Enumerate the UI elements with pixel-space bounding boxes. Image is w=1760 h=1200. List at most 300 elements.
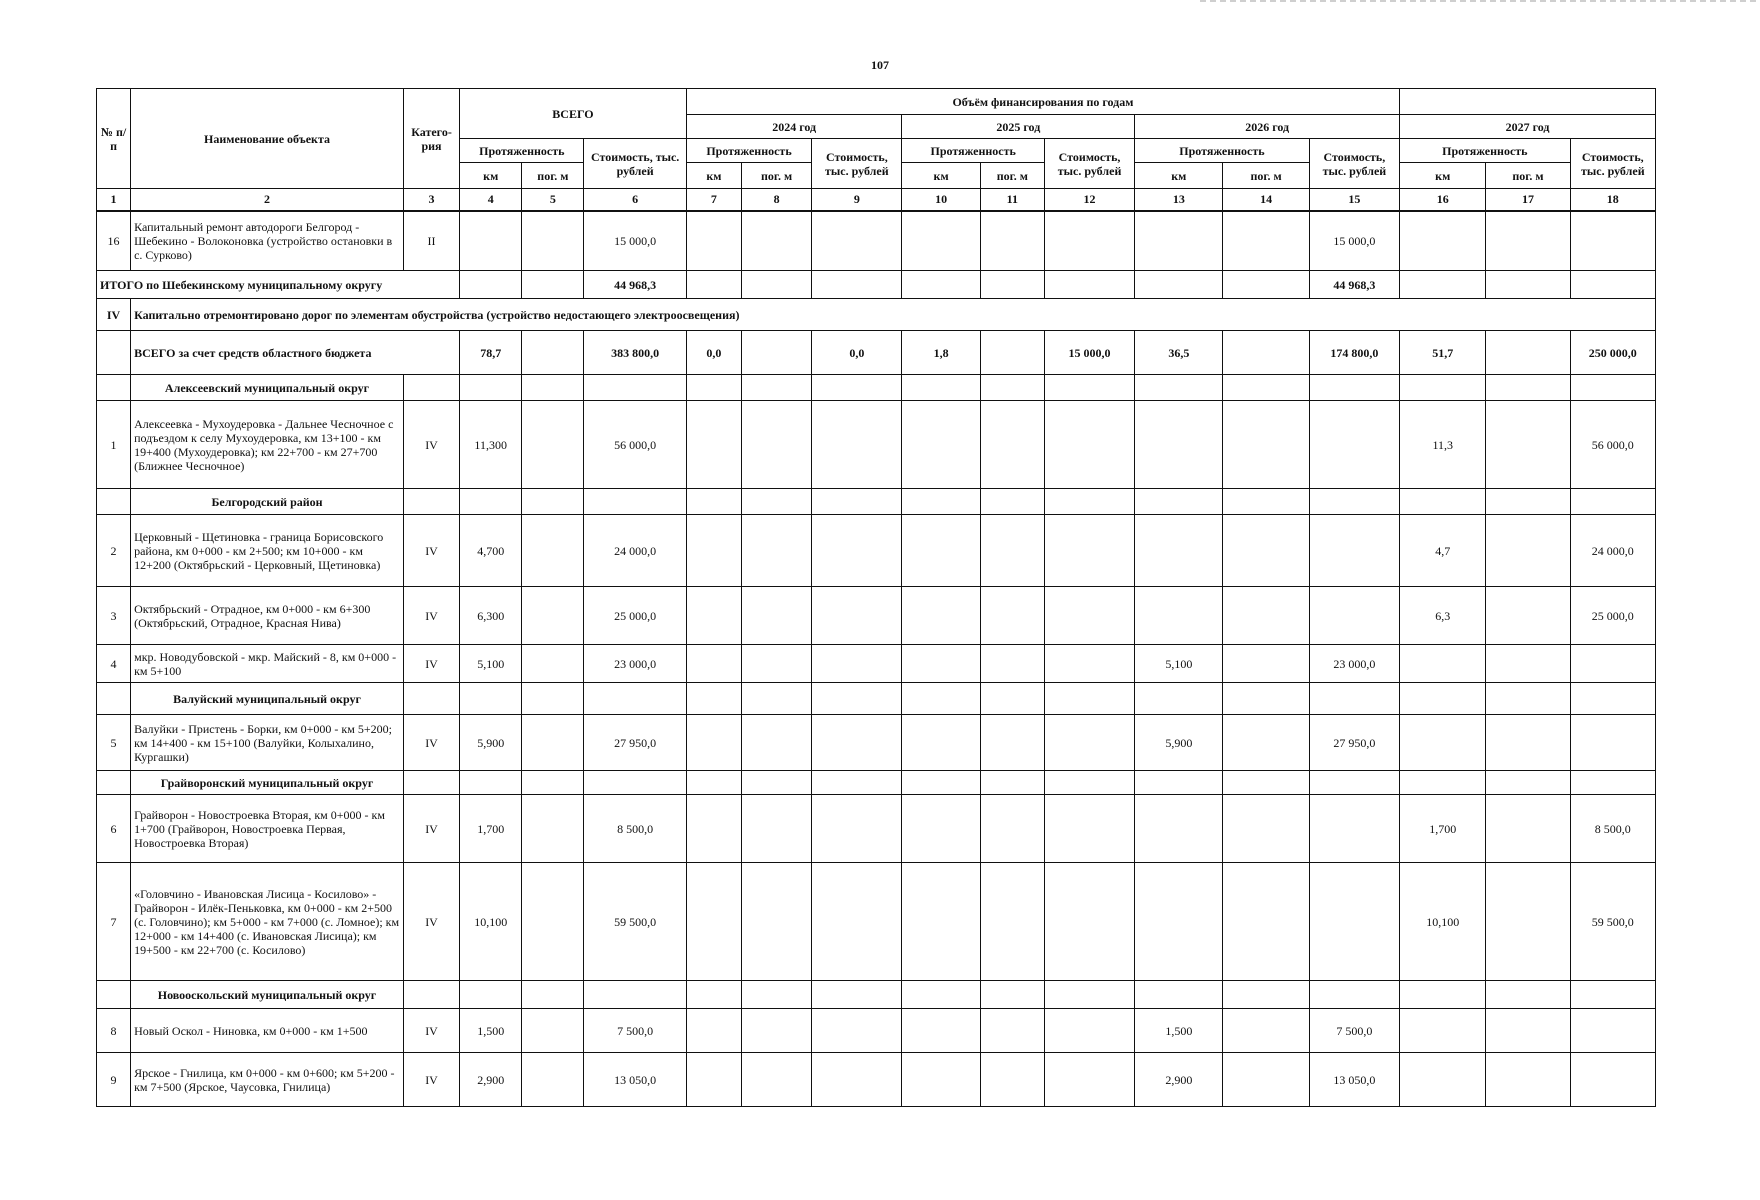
empty-cell <box>902 375 980 401</box>
empty-cell <box>1486 683 1570 715</box>
empty-cell <box>812 375 902 401</box>
cost-2025: 15 000,0 <box>1044 331 1134 375</box>
empty-cell <box>1223 683 1309 715</box>
empty-cell <box>1135 271 1223 299</box>
column-number: 18 <box>1570 189 1655 211</box>
empty-cell <box>1044 645 1134 683</box>
header-km: км <box>460 163 522 189</box>
column-number: 11 <box>980 189 1044 211</box>
cost-2026: 23 000,0 <box>1309 645 1399 683</box>
category: IV <box>403 1009 459 1053</box>
object-name: Новый Оскол - Ниновка, км 0+000 - км 1+500 <box>131 1009 404 1053</box>
object-name: Октябрьский - Отрадное, км 0+000 - км 6+300 (Октябрьский, Отрадное, Красная Нива) <box>131 587 404 645</box>
column-number: 14 <box>1223 189 1309 211</box>
total-km: 5,100 <box>460 645 522 683</box>
empty-cell <box>686 771 741 795</box>
empty-cell <box>686 715 741 771</box>
table-row <box>97 1053 1656 1107</box>
empty-cell <box>902 1053 980 1107</box>
table-row <box>97 715 1656 771</box>
empty-cell <box>741 331 811 375</box>
empty-cell <box>980 1009 1044 1053</box>
empty-cell <box>1044 795 1134 863</box>
table-row-total <box>97 331 1656 375</box>
empty-cell <box>812 271 902 299</box>
cost-2026: 174 800,0 <box>1309 331 1399 375</box>
empty-cell <box>522 587 584 645</box>
empty-cell <box>812 401 902 489</box>
column-number: 12 <box>1044 189 1134 211</box>
cost-2026: 7 500,0 <box>1309 1009 1399 1053</box>
empty-cell <box>1223 1009 1309 1053</box>
empty-cell <box>1044 271 1134 299</box>
district-row <box>97 375 1656 401</box>
cost-2027: 56 000,0 <box>1570 401 1655 489</box>
category: IV <box>403 401 459 489</box>
total-cost: 23 000,0 <box>584 645 686 683</box>
table-row <box>97 863 1656 981</box>
empty-cell <box>522 715 584 771</box>
empty-cell <box>812 211 902 271</box>
empty-cell <box>1570 715 1655 771</box>
empty-cell <box>1223 981 1309 1009</box>
district-row <box>97 981 1656 1009</box>
empty-cell <box>1044 515 1134 587</box>
empty-cell <box>1223 331 1309 375</box>
column-number: 4 <box>460 189 522 211</box>
km-2027: 10,100 <box>1400 863 1486 981</box>
column-number: 13 <box>1135 189 1223 211</box>
empty-cell <box>902 211 980 271</box>
header-name: Наименование объекта <box>131 89 404 189</box>
empty-cell <box>1309 489 1399 515</box>
header-year-2025: 2025 год <box>902 115 1135 139</box>
empty-cell <box>686 645 741 683</box>
empty-cell <box>1400 211 1486 271</box>
empty-cell <box>980 331 1044 375</box>
empty-cell <box>902 795 980 863</box>
empty-cell <box>522 211 584 271</box>
total-cost: 27 950,0 <box>584 715 686 771</box>
district-row <box>97 683 1656 715</box>
empty-cell <box>522 515 584 587</box>
empty-cell <box>902 683 980 715</box>
empty-cell <box>980 401 1044 489</box>
category: IV <box>403 795 459 863</box>
empty-cell <box>522 863 584 981</box>
empty-cell <box>1309 863 1399 981</box>
section-number: IV <box>97 299 131 331</box>
header-length: Протяженность <box>1400 139 1571 163</box>
empty-cell <box>812 795 902 863</box>
grand-total-label: ВСЕГО за счет средств областного бюджета <box>131 331 460 375</box>
empty-cell <box>1135 211 1223 271</box>
empty-cell <box>902 715 980 771</box>
scan-artifact-line <box>1200 0 1760 2</box>
empty-cell <box>741 683 811 715</box>
empty-cell <box>902 271 980 299</box>
empty-cell <box>686 401 741 489</box>
header-pog-m: пог. м <box>1223 163 1309 189</box>
table-row <box>97 795 1656 863</box>
table-row <box>97 1009 1656 1053</box>
empty-cell <box>1309 587 1399 645</box>
empty-cell <box>522 645 584 683</box>
empty-cell <box>460 271 522 299</box>
empty-cell <box>812 489 902 515</box>
empty-cell <box>1309 683 1399 715</box>
header-year-2024: 2024 год <box>686 115 902 139</box>
empty-cell <box>1309 795 1399 863</box>
empty-cell <box>1570 1009 1655 1053</box>
total-km: 6,300 <box>460 587 522 645</box>
empty-cell <box>1400 1053 1486 1107</box>
header-pog-m: пог. м <box>741 163 811 189</box>
empty-cell <box>1486 1053 1570 1107</box>
empty-cell <box>902 981 980 1009</box>
cost-2027: 24 000,0 <box>1570 515 1655 587</box>
header-length: Протяженность <box>902 139 1044 163</box>
empty-cell <box>522 771 584 795</box>
header-category: Катего-рия <box>403 89 459 189</box>
empty-cell <box>686 1009 741 1053</box>
object-name: Капитальный ремонт автодороги Белгород - Шебекино - Волоконовка (устройство остановки в с. Сурково) <box>131 211 404 271</box>
empty-cell <box>97 489 131 515</box>
empty-cell <box>1223 211 1309 271</box>
empty-cell <box>1044 981 1134 1009</box>
table-row <box>97 515 1656 587</box>
empty-cell <box>97 331 131 375</box>
subtotal-label: ИТОГО по Шебекинскому муниципальному округу <box>97 271 460 299</box>
empty-cell <box>1044 715 1134 771</box>
page-number: 107 <box>871 58 889 72</box>
category: IV <box>403 515 459 587</box>
empty-cell <box>686 683 741 715</box>
cost-2024: 0,0 <box>812 331 902 375</box>
empty-cell <box>1135 863 1223 981</box>
empty-cell <box>980 271 1044 299</box>
empty-cell <box>1486 331 1570 375</box>
header-cost: Стоимость, тыс. рублей <box>1570 139 1655 189</box>
cost-2026: 27 950,0 <box>1309 715 1399 771</box>
empty-cell <box>1400 489 1486 515</box>
empty-cell <box>1044 863 1134 981</box>
empty-cell <box>1309 981 1399 1009</box>
empty-cell <box>812 587 902 645</box>
empty-cell <box>686 981 741 1009</box>
empty-cell <box>1486 211 1570 271</box>
empty-cell <box>1044 587 1134 645</box>
empty-cell <box>97 683 131 715</box>
empty-cell <box>1135 981 1223 1009</box>
object-name: Ярское - Гнилица, км 0+000 - км 0+600; км 5+200 - км 7+500 (Ярское, Чаусовка, Гнилица) <box>131 1053 404 1107</box>
total-km: 5,900 <box>460 715 522 771</box>
header-year-2026: 2026 год <box>1135 115 1400 139</box>
km-2026: 5,900 <box>1135 715 1223 771</box>
km-2026: 1,500 <box>1135 1009 1223 1053</box>
empty-cell <box>522 683 584 715</box>
empty-cell <box>902 1009 980 1053</box>
empty-cell <box>522 489 584 515</box>
km-2027: 1,700 <box>1400 795 1486 863</box>
category: II <box>403 211 459 271</box>
row-number: 8 <box>97 1009 131 1053</box>
empty-cell <box>812 715 902 771</box>
empty-cell <box>1570 683 1655 715</box>
column-number: 10 <box>902 189 980 211</box>
empty-cell <box>980 515 1044 587</box>
empty-cell <box>980 863 1044 981</box>
total-km: 10,100 <box>460 863 522 981</box>
empty-cell <box>522 331 584 375</box>
empty-cell <box>741 211 811 271</box>
empty-cell <box>584 981 686 1009</box>
row-number: 3 <box>97 587 131 645</box>
empty-cell <box>812 515 902 587</box>
empty-cell <box>980 645 1044 683</box>
header-length: Протяженность <box>1135 139 1310 163</box>
empty-cell <box>980 1053 1044 1107</box>
empty-cell <box>686 863 741 981</box>
category: IV <box>403 587 459 645</box>
header-financing-blank <box>1400 89 1656 115</box>
empty-cell <box>686 375 741 401</box>
cost-2027: 250 000,0 <box>1570 331 1655 375</box>
empty-cell <box>97 375 131 401</box>
empty-cell <box>403 375 459 401</box>
empty-cell <box>1486 795 1570 863</box>
empty-cell <box>741 587 811 645</box>
empty-cell <box>1486 401 1570 489</box>
empty-cell <box>741 863 811 981</box>
empty-cell <box>741 795 811 863</box>
column-number: 16 <box>1400 189 1486 211</box>
financing-table <box>96 88 1656 1107</box>
cost-2027: 59 500,0 <box>1570 863 1655 981</box>
total-km: 1,700 <box>460 795 522 863</box>
empty-cell <box>1486 489 1570 515</box>
table-row <box>97 645 1656 683</box>
empty-cell <box>1223 515 1309 587</box>
empty-cell <box>686 795 741 863</box>
empty-cell <box>812 683 902 715</box>
empty-cell <box>812 981 902 1009</box>
empty-cell <box>686 211 741 271</box>
empty-cell <box>1486 515 1570 587</box>
empty-cell <box>1570 1053 1655 1107</box>
empty-cell <box>1486 271 1570 299</box>
empty-cell <box>1400 1009 1486 1053</box>
table-row <box>97 401 1656 489</box>
category: IV <box>403 645 459 683</box>
table-row-subtotal <box>97 271 1656 299</box>
empty-cell <box>812 863 902 981</box>
empty-cell <box>741 271 811 299</box>
empty-cell <box>522 1009 584 1053</box>
empty-cell <box>902 771 980 795</box>
cost-2027: 25 000,0 <box>1570 587 1655 645</box>
empty-cell <box>584 489 686 515</box>
row-number: 9 <box>97 1053 131 1107</box>
total-cost: 15 000,0 <box>584 211 686 271</box>
empty-cell <box>1570 771 1655 795</box>
empty-cell <box>1223 645 1309 683</box>
empty-cell <box>1223 771 1309 795</box>
empty-cell <box>522 795 584 863</box>
empty-cell <box>522 271 584 299</box>
object-name: Грайворон - Новостроевка Вторая, км 0+000 - км 1+700 (Грайворон, Новостроевка Первая, Новостроевка Вторая) <box>131 795 404 863</box>
total-km: 4,700 <box>460 515 522 587</box>
empty-cell <box>741 401 811 489</box>
empty-cell <box>902 645 980 683</box>
object-name: мкр. Новодубовской - мкр. Майский - 8, км 0+000 - км 5+100 <box>131 645 404 683</box>
km-2025: 1,8 <box>902 331 980 375</box>
empty-cell <box>1135 515 1223 587</box>
empty-cell <box>1486 715 1570 771</box>
empty-cell <box>1044 489 1134 515</box>
header-pog-m: пог. м <box>1486 163 1570 189</box>
empty-cell <box>1486 1009 1570 1053</box>
district-name: Алексеевский муниципальный округ <box>131 375 404 401</box>
empty-cell <box>1486 981 1570 1009</box>
header-km: км <box>1135 163 1223 189</box>
km-2026: 5,100 <box>1135 645 1223 683</box>
empty-cell <box>1309 375 1399 401</box>
empty-cell <box>1223 401 1309 489</box>
empty-cell <box>403 489 459 515</box>
total-km: 1,500 <box>460 1009 522 1053</box>
empty-cell <box>1486 645 1570 683</box>
empty-cell <box>686 1053 741 1107</box>
empty-cell <box>1223 1053 1309 1107</box>
column-number: 7 <box>686 189 741 211</box>
empty-cell <box>686 587 741 645</box>
district-row <box>97 771 1656 795</box>
empty-cell <box>741 1009 811 1053</box>
subtotal-cost-2026: 44 968,3 <box>1309 271 1399 299</box>
empty-cell <box>980 981 1044 1009</box>
empty-cell <box>686 515 741 587</box>
total-cost: 56 000,0 <box>584 401 686 489</box>
grand-total-cost: 383 800,0 <box>584 331 686 375</box>
empty-cell <box>1486 375 1570 401</box>
row-number: 1 <box>97 401 131 489</box>
header-financing: Объём финансирования по годам <box>686 89 1399 115</box>
empty-cell <box>1570 211 1655 271</box>
empty-cell <box>1400 683 1486 715</box>
empty-cell <box>584 771 686 795</box>
empty-cell <box>812 645 902 683</box>
header-cost: Стоимость, тыс. рублей <box>1044 139 1134 189</box>
header-row-1 <box>97 89 1656 115</box>
column-numbers-row <box>97 189 1656 211</box>
total-cost: 13 050,0 <box>584 1053 686 1107</box>
empty-cell <box>1223 863 1309 981</box>
empty-cell <box>1223 795 1309 863</box>
empty-cell <box>902 515 980 587</box>
column-number: 15 <box>1309 189 1399 211</box>
header-km: км <box>902 163 980 189</box>
empty-cell <box>522 375 584 401</box>
empty-cell <box>522 981 584 1009</box>
empty-cell <box>1400 645 1486 683</box>
header-cost: Стоимость, тыс. рублей <box>584 139 686 189</box>
empty-cell <box>980 375 1044 401</box>
total-cost: 24 000,0 <box>584 515 686 587</box>
empty-cell <box>1486 771 1570 795</box>
column-number: 17 <box>1486 189 1570 211</box>
empty-cell <box>1486 587 1570 645</box>
empty-cell <box>1570 489 1655 515</box>
empty-cell <box>1223 587 1309 645</box>
district-name: Валуйский муниципальный округ <box>131 683 404 715</box>
object-name: Церковный - Щетиновка - граница Борисовского района, км 0+000 - км 2+500; км 10+000 - км 12+200 (Октябрьский - Церковный, Щетиновка) <box>131 515 404 587</box>
empty-cell <box>1044 1053 1134 1107</box>
row-number: 5 <box>97 715 131 771</box>
empty-cell <box>1135 683 1223 715</box>
empty-cell <box>1309 515 1399 587</box>
empty-cell <box>1044 1009 1134 1053</box>
empty-cell <box>980 489 1044 515</box>
empty-cell <box>1223 375 1309 401</box>
empty-cell <box>1570 645 1655 683</box>
empty-cell <box>1044 375 1134 401</box>
cost-2027: 8 500,0 <box>1570 795 1655 863</box>
column-number: 5 <box>522 189 584 211</box>
header-pog-m: пог. м <box>980 163 1044 189</box>
empty-cell <box>1223 271 1309 299</box>
empty-cell <box>741 715 811 771</box>
header-length: Протяженность <box>686 139 811 163</box>
empty-cell <box>812 1053 902 1107</box>
column-number: 8 <box>741 189 811 211</box>
empty-cell <box>741 981 811 1009</box>
empty-cell <box>1400 271 1486 299</box>
empty-cell <box>741 1053 811 1107</box>
empty-cell <box>741 489 811 515</box>
empty-cell <box>812 771 902 795</box>
empty-cell <box>97 981 131 1009</box>
header-no: № п/п <box>97 89 131 189</box>
empty-cell <box>902 401 980 489</box>
header-total: ВСЕГО <box>460 89 687 139</box>
km-2027: 6,3 <box>1400 587 1486 645</box>
km-2026: 36,5 <box>1135 331 1223 375</box>
empty-cell <box>1135 375 1223 401</box>
table-row <box>97 211 1656 271</box>
column-number: 1 <box>97 189 131 211</box>
grand-total-km: 78,7 <box>460 331 522 375</box>
empty-cell <box>1044 401 1134 489</box>
empty-cell <box>522 1053 584 1107</box>
empty-cell <box>902 863 980 981</box>
header-km: км <box>1400 163 1486 189</box>
empty-cell <box>97 771 131 795</box>
category: IV <box>403 1053 459 1107</box>
empty-cell <box>686 271 741 299</box>
empty-cell <box>1400 715 1486 771</box>
empty-cell <box>902 489 980 515</box>
empty-cell <box>1223 489 1309 515</box>
empty-cell <box>1135 771 1223 795</box>
empty-cell <box>584 683 686 715</box>
empty-cell <box>460 981 522 1009</box>
empty-cell <box>1400 981 1486 1009</box>
total-km: 11,300 <box>460 401 522 489</box>
cost-2026: 15 000,0 <box>1309 211 1399 271</box>
district-name: Грайворонский муниципальный округ <box>131 771 404 795</box>
empty-cell <box>1135 587 1223 645</box>
